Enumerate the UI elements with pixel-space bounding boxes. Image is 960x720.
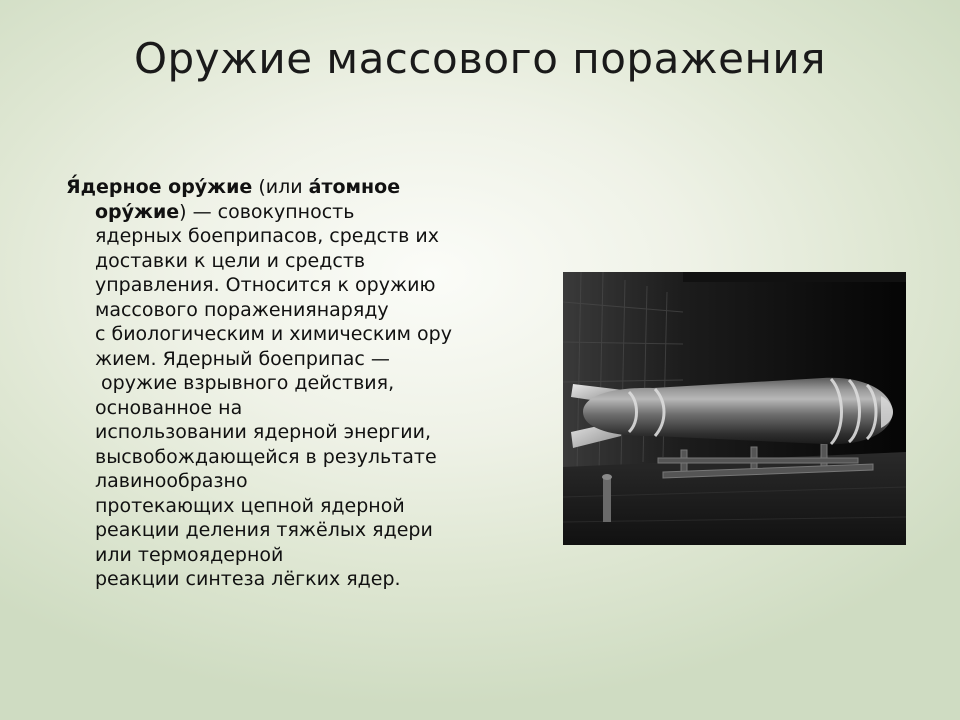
slide-title: Оружие массового поражения bbox=[133, 34, 826, 83]
body-line-1 bbox=[66, 175, 515, 200]
body-text bbox=[66, 175, 515, 592]
body-line: массового поражениянаряду bbox=[95, 298, 389, 321]
body-line: высвобождающейся в результате bbox=[95, 445, 437, 468]
term-after: ) — совокупность bbox=[179, 200, 355, 223]
body-line: ядерных боеприпасов, средств их bbox=[95, 225, 439, 247]
body-line: управления. Относится к оружию bbox=[95, 274, 436, 296]
body-line: доставки к цели и средств bbox=[95, 249, 366, 272]
body-line: оружие взрывного действия, bbox=[95, 372, 395, 394]
term-weapon: ору́жие bbox=[95, 200, 180, 223]
body-line: реакции синтеза лёгких ядер. bbox=[95, 568, 401, 590]
body-line: основанное на bbox=[95, 396, 243, 419]
term-nuclear-weapon: Я́дерное ору́жие bbox=[66, 176, 253, 198]
body-line: с биологическим и химическим ору bbox=[95, 323, 452, 345]
body-line: лавинообразно bbox=[95, 470, 248, 492]
term-open: (или bbox=[252, 176, 309, 198]
body-line-2 bbox=[95, 200, 515, 225]
body-line: жием. Ядерный боеприпас — bbox=[95, 347, 390, 370]
bomb-illustration bbox=[563, 272, 906, 545]
body-line: использовании ядерной энергии, bbox=[95, 421, 431, 443]
term-atomic: а́томное bbox=[308, 176, 401, 198]
body-line: реакции деления тяжёлых ядери bbox=[95, 519, 433, 541]
body-line: или термоядерной bbox=[95, 543, 284, 566]
body-line: протекающих цепной ядерной bbox=[95, 494, 405, 517]
nuclear-bomb-photo bbox=[563, 272, 906, 545]
